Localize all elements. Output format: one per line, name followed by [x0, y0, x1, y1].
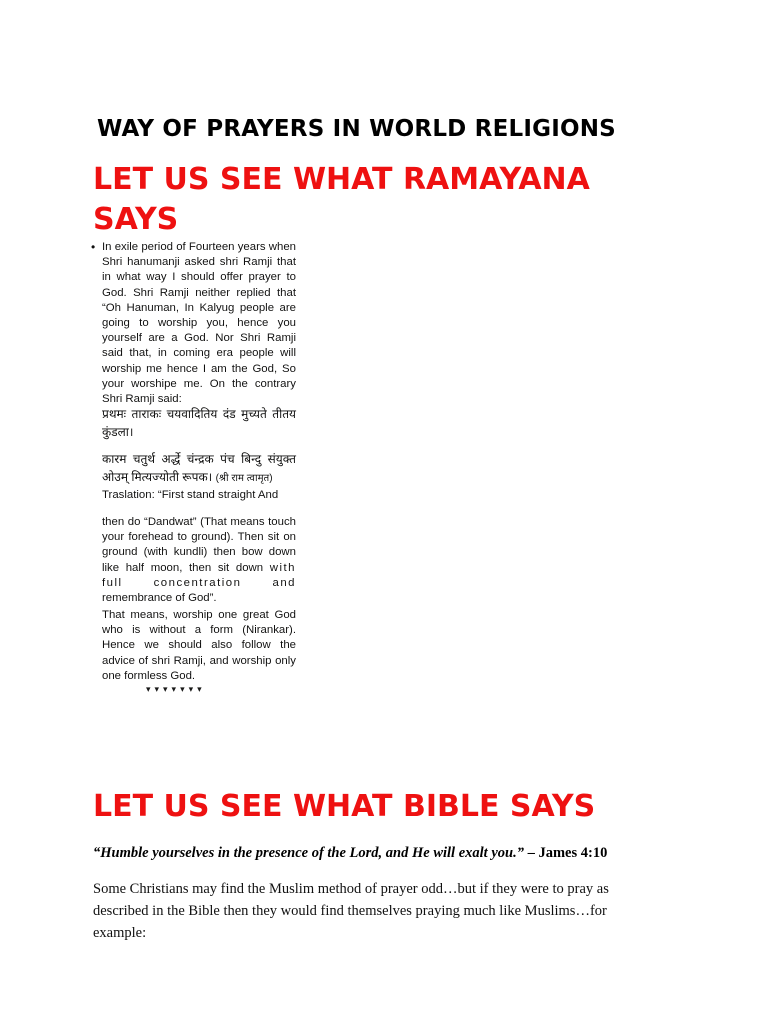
bible-heading: LET US SEE WHAT BIBLE SAYS: [93, 789, 596, 824]
meaning-paragraph: That means, worship one great God who is without a form (Nirankar). Hence we should also follow the advice of shri Ramji, and worship only one formless God.: [102, 609, 296, 682]
verse-2-text: कारम चतुर्थ अर्द्धे चंन्द्रक पंच बिन्दु संयुक्त ओउम् मित्यज्योती रूपक।: [102, 452, 296, 484]
quote-reference: – James 4:10: [523, 845, 608, 861]
scanned-ramayana-excerpt: [90, 238, 302, 700]
bullet-icon: •: [91, 240, 96, 254]
bible-body-paragraph: Some Christians may find the Muslim method of prayer odd…but if they were to pray as described in the Bible then they would find themselves praying much like Muslims…for example:: [93, 881, 609, 941]
quote-text: “Humble yourselves in the presence of the Lord, and He will exalt you.”: [93, 845, 524, 861]
translation-part-c: remembrance of God”.: [102, 592, 217, 605]
translation-paragraph: [102, 515, 296, 606]
excerpt-paragraph-1: In exile period of Fourteen years when Shri hanumanji asked shri Ramji that in what way I should offer prayer to God. Shri Ramji neither replied that “Oh Hanuman, In Kalyug people are going to worship you, hence you yourself are a God. Nor Shri Ramji said that, in coming era people will worship me hence I am the God, So your worshipe me. On the contrary Shri Ramji said:: [102, 241, 296, 406]
ornament-divider: ▾▾▾▾▾▾▾: [146, 684, 206, 694]
bible-quote: [93, 845, 693, 862]
sanskrit-verse-1: प्रथमः ताराकः चयवादितिय दंड मुच्यते तीतय कुंडला।: [102, 407, 296, 439]
ramayana-heading: LET US SEE WHAT RAMAYANA SAYS: [93, 162, 590, 237]
document-title: WAY OF PRAYERS IN WORLD RELIGIONS: [97, 116, 616, 142]
translation-part-a: then do “Dandwat” (That means touch your forehead to ground). Then sit on ground (with kundli) then bow down like half moon, then sit down: [102, 516, 296, 574]
sanskrit-verse-2: [102, 450, 296, 488]
translation-part-b: with full concentration and: [102, 561, 296, 589]
verse-source: (श्री राम त्वामृत): [215, 473, 273, 484]
translation-line-1: Traslation: “First stand straight And: [102, 489, 279, 501]
